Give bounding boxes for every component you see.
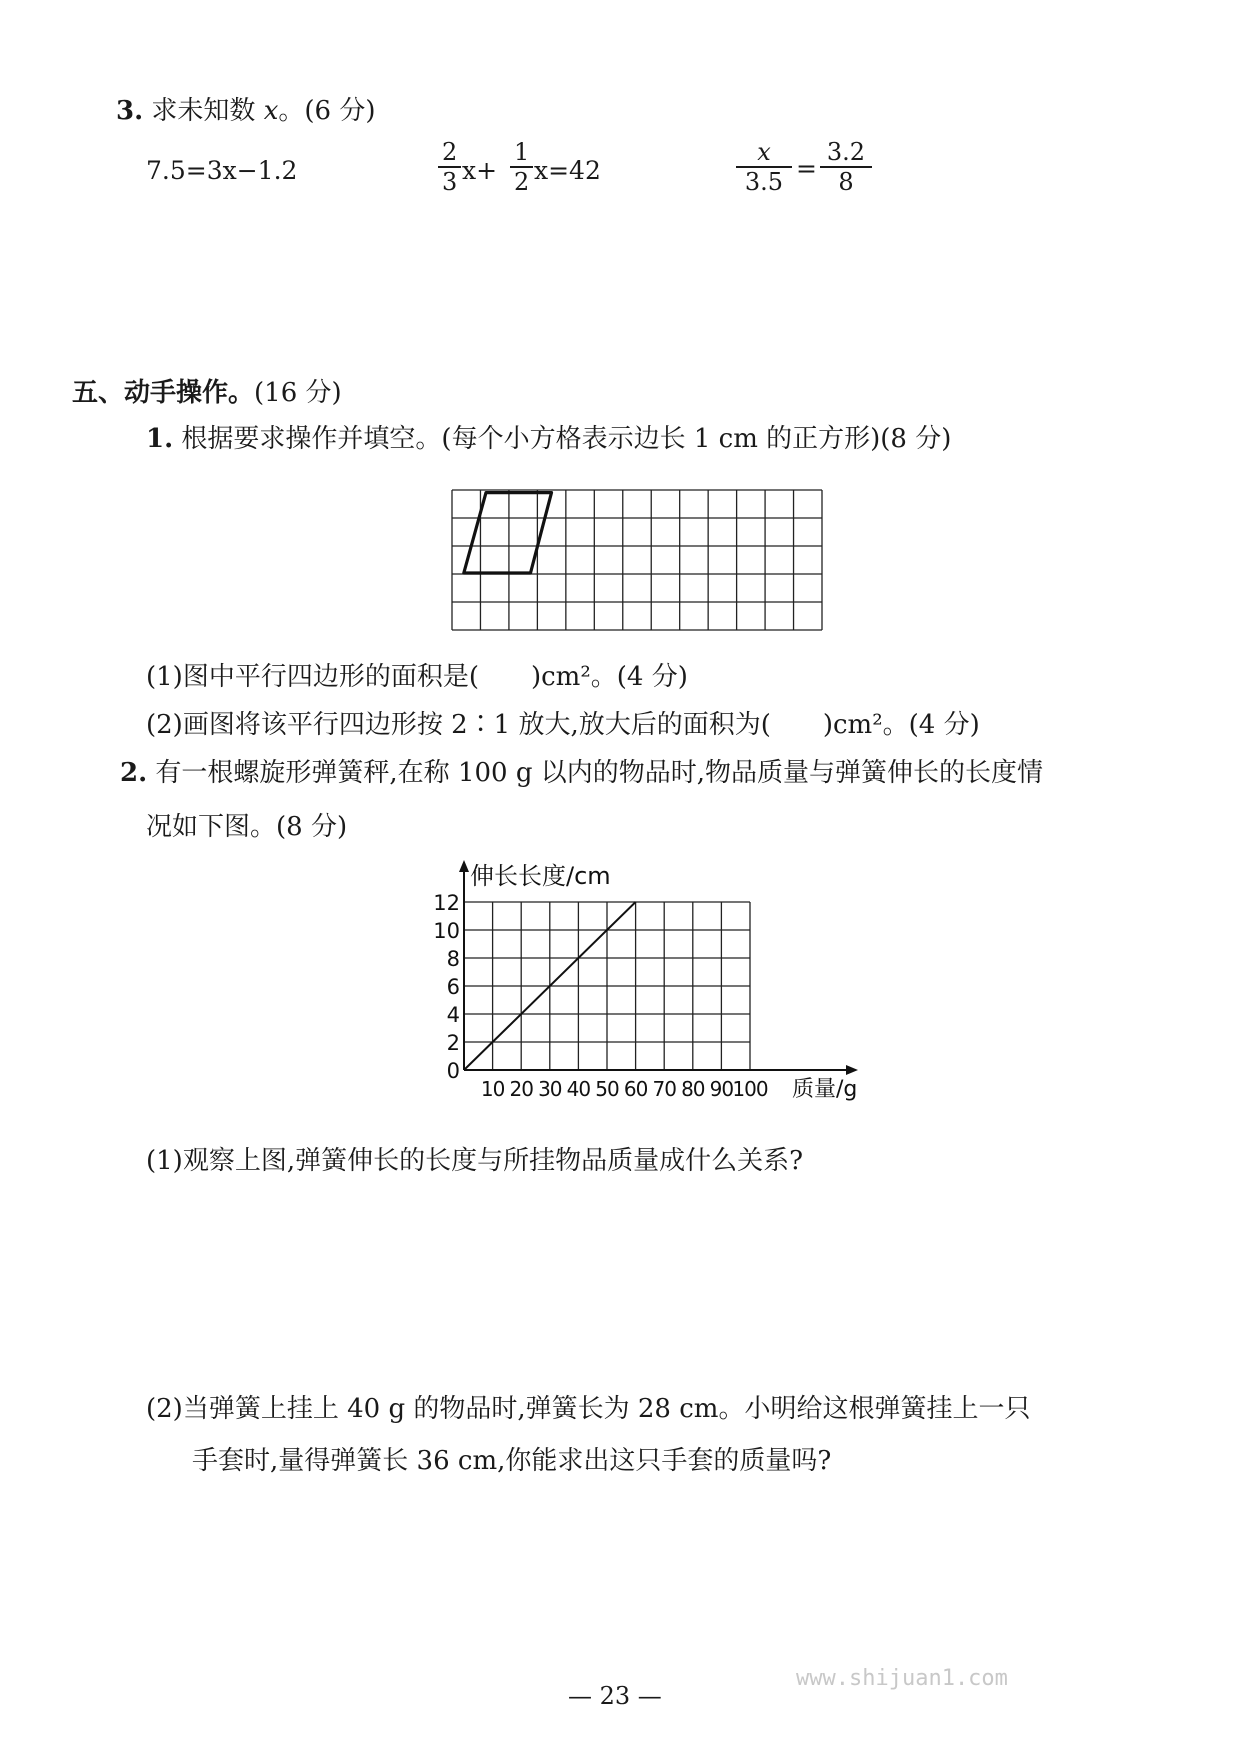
eq2-rest: x=42 bbox=[534, 156, 601, 185]
chart-y-tick-label: 8 bbox=[446, 947, 460, 971]
eq2-fraction-1: $\frac{2}{3}$ bbox=[438, 138, 461, 196]
problem-2-number: 2. bbox=[120, 758, 148, 788]
parallelogram-shape bbox=[464, 493, 552, 573]
section-5-score: (16 分) bbox=[254, 378, 342, 408]
watermark: www.shijuan1.com bbox=[796, 1666, 1008, 1691]
problem-1-sub-2: (2)画图将该平行四边形按 2∶1 放大,放大后的面积为( )cm²。(4 分) bbox=[146, 710, 980, 740]
chart-axes bbox=[459, 860, 858, 1075]
problem-2-sub-2-line-2: 手套时,量得弹簧长 36 cm,你能求出这只手套的质量吗? bbox=[192, 1446, 832, 1476]
chart-x-tick-label: 30 bbox=[538, 1077, 562, 1101]
q3-var: x bbox=[263, 96, 279, 126]
page-number: — 23 — bbox=[568, 1682, 662, 1710]
chart-x-axis-arrow bbox=[846, 1065, 858, 1075]
chart-y-tick-label: 4 bbox=[446, 1003, 460, 1027]
chart-x-tick-label: 70 bbox=[652, 1077, 676, 1101]
q3-heading bbox=[116, 90, 375, 127]
chart-y-tick-label: 0 bbox=[446, 1059, 460, 1083]
chart-x-tick-label: 40 bbox=[566, 1077, 591, 1101]
q3-number: 3. bbox=[116, 96, 144, 126]
problem-1-number: 1. bbox=[146, 424, 174, 454]
chart-x-tick-label: 60 bbox=[623, 1077, 648, 1101]
problem-2-prompt-line-2: 况如下图。(8 分) bbox=[146, 812, 348, 842]
problem-1-text: 根据要求操作并填空。(每个小方格表示边长 1 cm 的正方形)(8 分) bbox=[181, 424, 952, 454]
chart-x-tick-label: 50 bbox=[595, 1077, 619, 1101]
chart-y-tick-label: 12 bbox=[433, 891, 460, 915]
chart-y-axis-label: 伸长长度/cm bbox=[470, 862, 611, 890]
problem-2-text-1: 有一根螺旋形弹簧秤,在称 100 g 以内的物品时,物品质量与弹簧伸长的长度情 bbox=[155, 758, 1044, 788]
equation-2 bbox=[438, 138, 678, 208]
chart-y-axis-arrow bbox=[459, 860, 469, 872]
equation-1: 7.5=3x−1.2 bbox=[146, 156, 298, 185]
eq2-fraction-2: $\frac{1}{2}$ bbox=[510, 138, 533, 196]
chart-x-tick-label: 10 bbox=[480, 1077, 505, 1101]
eq2-x1: x+ bbox=[462, 156, 498, 185]
problem-2-sub-1: (1)观察上图,弹簧伸长的长度与所挂物品质量成什么关系? bbox=[146, 1146, 804, 1176]
chart-y-tick-label: 6 bbox=[446, 975, 460, 999]
equation-3 bbox=[736, 138, 896, 208]
chart-x-tick-label: 90 bbox=[709, 1077, 734, 1101]
chart-y-tick-label: 2 bbox=[446, 1031, 460, 1055]
grid-lines bbox=[452, 490, 822, 630]
chart-x-tick-label: 20 bbox=[509, 1077, 533, 1101]
chart-x-tick-label: 80 bbox=[681, 1077, 705, 1101]
problem-2-sub-2-line-1: (2)当弹簧上挂上 40 g 的物品时,弹簧长为 28 cm。小明给这根弹簧挂上一只 bbox=[146, 1394, 1031, 1424]
eq3-lhs-fraction: $\frac{x}{3.5}$ bbox=[736, 138, 792, 196]
chart-y-tick-label: 10 bbox=[433, 919, 460, 943]
spring-extension-chart bbox=[420, 858, 880, 1114]
chart-x-tick-label: 100 bbox=[732, 1077, 768, 1101]
q3-title: 求未知数 bbox=[151, 96, 256, 126]
eq3-equals: = bbox=[796, 154, 817, 183]
chart-x-axis-label: 质量/g bbox=[792, 1077, 858, 1102]
problem-1-sub-1: (1)图中平行四边形的面积是( )cm²。(4 分) bbox=[146, 662, 688, 692]
section-5-title: 五、动手操作。 bbox=[72, 378, 255, 408]
problem-1-prompt bbox=[146, 418, 951, 455]
parallelogram-grid bbox=[448, 486, 826, 634]
problem-2-prompt-line-1 bbox=[120, 752, 1043, 789]
q3-score: 。(6 分) bbox=[278, 96, 376, 126]
eq3-rhs-fraction: $\frac{3.2}{8}$ bbox=[820, 138, 872, 196]
section-5-heading bbox=[72, 372, 342, 409]
chart-grid bbox=[464, 902, 750, 1070]
